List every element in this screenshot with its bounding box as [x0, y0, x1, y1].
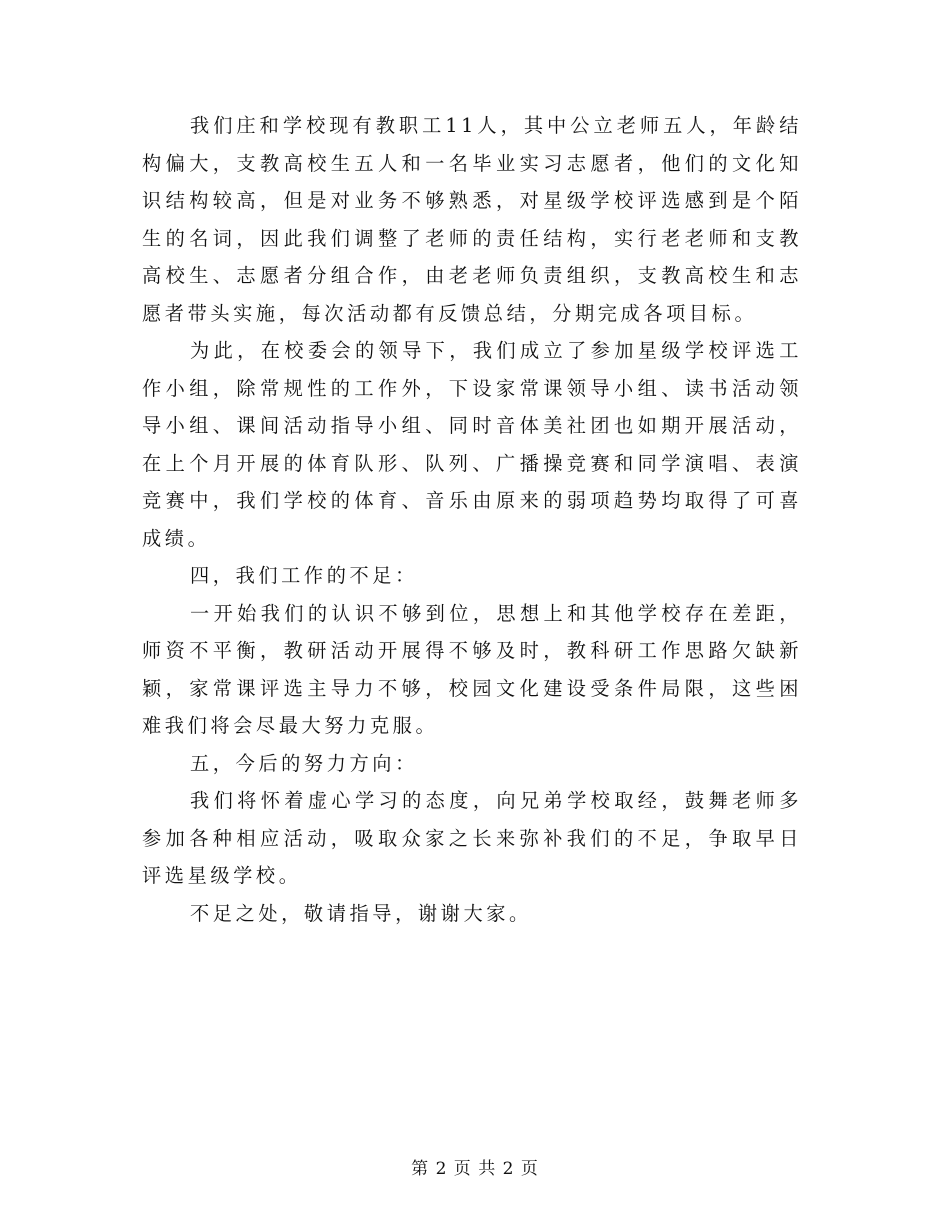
document-body — [142, 107, 802, 932]
section-heading: 五，今后的努力方向： — [190, 751, 418, 775]
section-heading: 四，我们工作的不足： — [190, 564, 418, 587]
paragraph: 为此，在校委会的领导下，我们成立了参加星级学校评选工作小组，除常规性的工作外，下设家常课领导小组、读书活动领导小组、课间活动指导小组、同时音体美社团也如期开展活动，在上个月开展的体育队形、队列、广播操竞赛和同学演唱、表演竞赛中，我们学校的体育、音乐由原来的弱项趋势均取得了可喜成绩。 — [142, 339, 802, 550]
paragraph: 我们庄和学校现有教职工11人，其中公立老师五人，年龄结构偏大，支教高校生五人和一名毕业实习志愿者，他们的文化知识结构较高，但是对业务不够熟悉，对星级学校评选感到是个陌生的名词，因此我们调整了老师的责任结构，实行老老师和支教高校生、志愿者分组合作，由老老师负责组织，支教高校生和志愿者带头实施，每次活动都有反馈总结，分期完成各项目标。 — [142, 114, 802, 325]
paragraph: 我们将怀着虚心学习的态度，向兄弟学校取经，鼓舞老师多参加各种相应活动，吸取众家之长来弥补我们的不足，争取早日评选星级学校。 — [142, 789, 802, 887]
paragraph: 一开始我们的认识不够到位，思想上和其他学校存在差距，师资不平衡，教研活动开展得不够及时，教科研工作思路欠缺新颖，家常课评选主导力不够，校园文化建设受条件局限，这些困难我们将会尽最大努力克服。 — [142, 601, 802, 737]
page-footer: 第 2 页 共 2 页 — [411, 1159, 539, 1179]
closing-paragraph: 不足之处，敬请指导，谢谢大家。 — [190, 901, 532, 925]
